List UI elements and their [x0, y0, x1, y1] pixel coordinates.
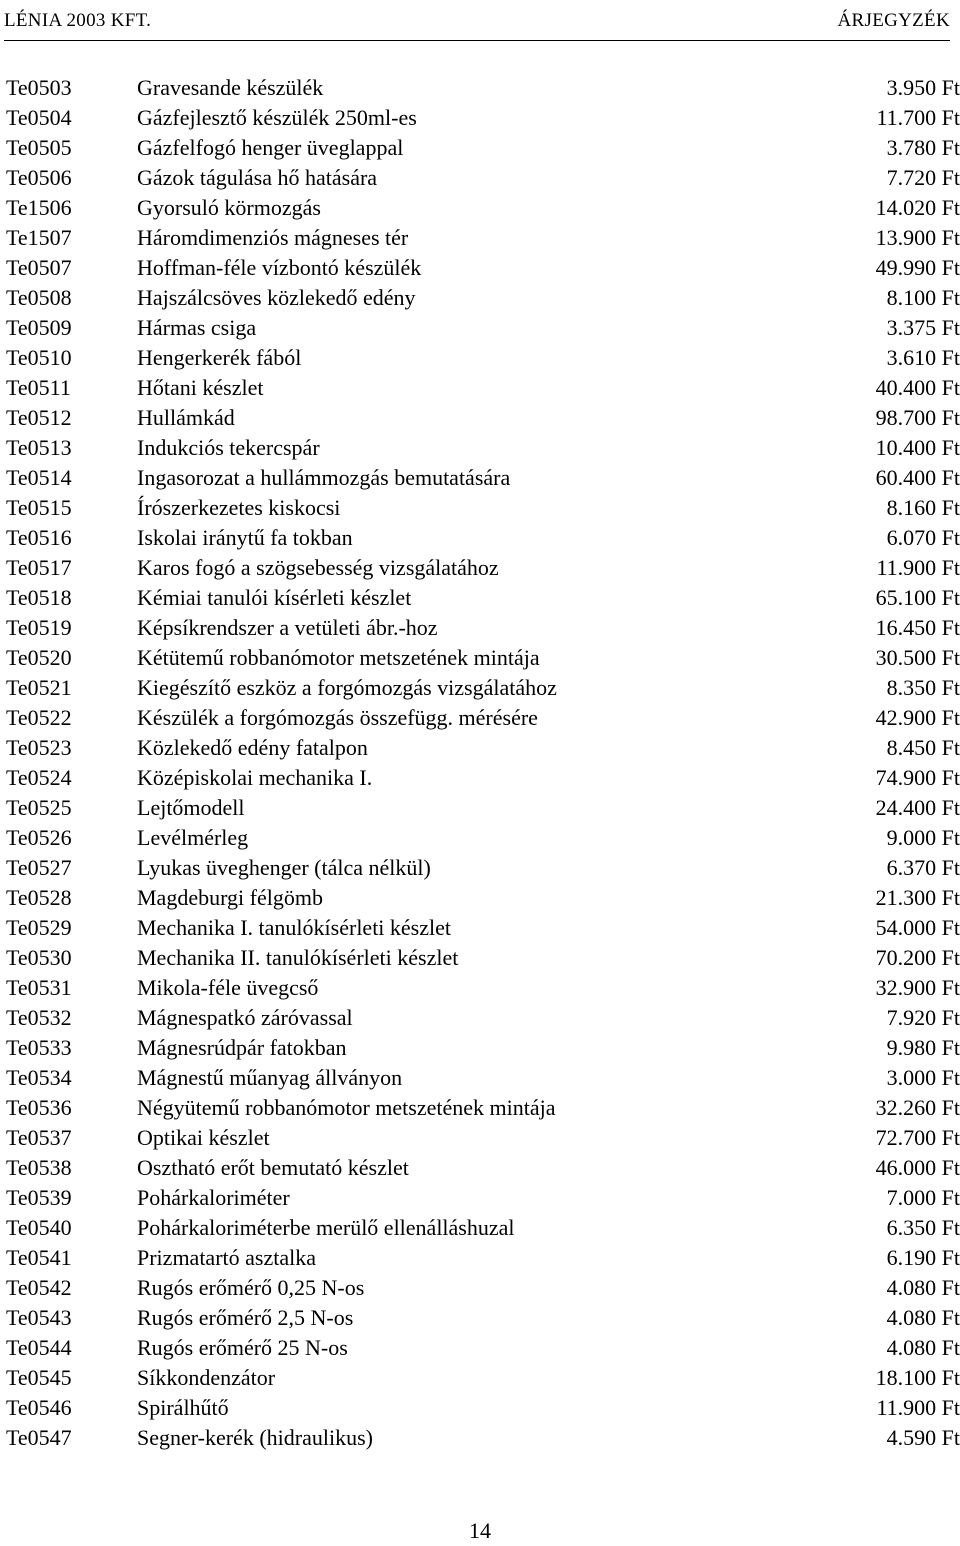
item-code: Te0503: [6, 75, 72, 100]
item-name: Gázok tágulása hő hatására: [137, 165, 378, 190]
item-price: 32.260 Ft: [875, 1095, 960, 1120]
item-name: Gyorsuló körmozgás: [137, 195, 321, 220]
item-code: Te0542: [6, 1275, 72, 1300]
table-row: [6, 1303, 960, 1333]
item-code: Te1506: [6, 195, 72, 220]
table-row: [6, 463, 960, 493]
item-price: 9.000 Ft: [886, 825, 960, 850]
item-price: 4.080 Ft: [886, 1305, 960, 1330]
item-name: Mágnespatkó záróvassal: [137, 1005, 353, 1030]
price-list-table: [6, 73, 960, 1453]
item-name: Rugós erőmérő 0,25 N-os: [137, 1275, 365, 1300]
item-code: Te0512: [6, 405, 72, 430]
item-price: 3.000 Ft: [886, 1065, 960, 1090]
table-row: [6, 1063, 960, 1093]
table-row: [6, 523, 960, 553]
item-name: Rugós erőmérő 2,5 N-os: [137, 1305, 354, 1330]
table-row: [6, 853, 960, 883]
item-code: Te0522: [6, 705, 72, 730]
item-price: 60.400 Ft: [875, 465, 960, 490]
table-row: [6, 703, 960, 733]
item-name: Pohárkaloriméter: [137, 1185, 290, 1210]
table-row: [6, 583, 960, 613]
item-code: Te0539: [6, 1185, 72, 1210]
item-name: Mechanika I. tanulókísérleti készlet: [137, 915, 451, 940]
item-price: 7.000 Ft: [886, 1185, 960, 1210]
page-header: [4, 6, 950, 36]
table-row: [6, 1183, 960, 1213]
table-row: [6, 283, 960, 313]
item-name: Kiegészítő eszköz a forgómozgás vizsgálatához: [137, 675, 557, 700]
item-price: 40.400 Ft: [875, 375, 960, 400]
item-name: Négyütemű robbanómotor metszetének mintája: [137, 1095, 556, 1120]
item-name: Háromdimenziós mágneses tér: [137, 225, 409, 250]
item-price: 9.980 Ft: [886, 1035, 960, 1060]
item-price: 46.000 Ft: [875, 1155, 960, 1180]
table-row: [6, 403, 960, 433]
item-name: Készülék a forgómozgás összefügg. mérésére: [137, 705, 538, 730]
table-row: [6, 1003, 960, 1033]
item-code: Te0530: [6, 945, 72, 970]
item-code: Te0521: [6, 675, 72, 700]
table-row: [6, 73, 960, 103]
table-row: [6, 673, 960, 703]
table-row: [6, 643, 960, 673]
table-row: [6, 193, 960, 223]
item-price: 14.020 Ft: [875, 195, 960, 220]
item-name: Iskolai iránytű fa tokban: [137, 525, 353, 550]
item-name: Kémiai tanulói kísérleti készlet: [137, 585, 412, 610]
table-row: [6, 1243, 960, 1273]
item-code: Te0516: [6, 525, 72, 550]
item-price: 11.700 Ft: [876, 105, 960, 130]
header-divider: [4, 40, 950, 41]
table-row: [6, 163, 960, 193]
table-row: [6, 1153, 960, 1183]
document-title: ÁRJEGYZÉK: [837, 10, 950, 31]
item-name: Hullámkád: [137, 405, 235, 430]
item-price: 49.990 Ft: [875, 255, 960, 280]
item-name: Képsíkrendszer a vetületi ábr.-hoz: [137, 615, 438, 640]
item-name: Mágnesrúdpár fatokban: [137, 1035, 347, 1060]
item-price: 24.400 Ft: [875, 795, 960, 820]
item-name: Levélmérleg: [137, 825, 249, 850]
item-name: Középiskolai mechanika I.: [137, 765, 373, 790]
table-row: [6, 103, 960, 133]
item-code: Te0509: [6, 315, 72, 340]
table-row: [6, 343, 960, 373]
page-number: 14: [469, 1518, 491, 1543]
item-code: Te0532: [6, 1005, 72, 1030]
item-name: Közlekedő edény fatalpon: [137, 735, 368, 760]
item-name: Lyukas üveghenger (tálca nélkül): [137, 855, 431, 880]
table-row: [6, 733, 960, 763]
table-row: [6, 1423, 960, 1453]
table-row: [6, 1363, 960, 1393]
item-code: Te0523: [6, 735, 72, 760]
item-price: 72.700 Ft: [875, 1125, 960, 1150]
table-row: [6, 613, 960, 643]
item-name: Optikai készlet: [137, 1125, 270, 1150]
table-row: [6, 223, 960, 253]
table-row: [6, 1213, 960, 1243]
item-name: Mechanika II. tanulókísérleti készlet: [137, 945, 459, 970]
item-code: Te0536: [6, 1095, 72, 1120]
item-price: 7.920 Ft: [886, 1005, 960, 1030]
item-name: Rugós erőmérő 25 N-os: [137, 1335, 348, 1360]
item-code: Te0518: [6, 585, 72, 610]
item-code: Te0529: [6, 915, 72, 940]
item-code: Te0534: [6, 1065, 72, 1090]
item-code: Te0515: [6, 495, 72, 520]
item-price: 6.370 Ft: [886, 855, 960, 880]
item-price: 70.200 Ft: [875, 945, 960, 970]
item-name: Írószerkezetes kiskocsi: [137, 495, 341, 520]
item-price: 11.900 Ft: [876, 555, 960, 580]
item-code: Te0543: [6, 1305, 72, 1330]
item-price: 98.700 Ft: [875, 405, 960, 430]
item-code: Te0525: [6, 795, 72, 820]
item-name: Hoffman-féle vízbontó készülék: [137, 255, 422, 280]
item-price: 4.080 Ft: [886, 1335, 960, 1360]
table-row: [6, 793, 960, 823]
table-row: [6, 1273, 960, 1303]
item-price: 8.160 Ft: [886, 495, 960, 520]
item-name: Pohárkaloriméterbe merülő ellenálláshuzal: [137, 1215, 515, 1240]
item-name: Segner-kerék (hidraulikus): [137, 1425, 373, 1450]
item-price: 7.720 Ft: [886, 165, 960, 190]
item-code: Te0507: [6, 255, 72, 280]
table-row: [6, 1093, 960, 1123]
item-name: Gravesande készülék: [137, 75, 324, 100]
item-price: 74.900 Ft: [875, 765, 960, 790]
item-price: 30.500 Ft: [875, 645, 960, 670]
table-row: [6, 913, 960, 943]
item-code: Te0508: [6, 285, 72, 310]
table-row: [6, 313, 960, 343]
item-price: 3.610 Ft: [886, 345, 960, 370]
table-row: [6, 1333, 960, 1363]
item-price: 8.100 Ft: [886, 285, 960, 310]
item-code: Te0527: [6, 855, 72, 880]
item-name: Hajszálcsöves közlekedő edény: [137, 285, 416, 310]
item-code: Te0531: [6, 975, 72, 1000]
item-name: Karos fogó a szögsebesség vizsgálatához: [137, 555, 499, 580]
item-code: Te0546: [6, 1395, 72, 1420]
item-code: Te0544: [6, 1335, 72, 1360]
item-code: Te0528: [6, 885, 72, 910]
item-code: Te0545: [6, 1365, 72, 1390]
item-price: 8.350 Ft: [886, 675, 960, 700]
item-price: 10.400 Ft: [875, 435, 960, 460]
item-code: Te0513: [6, 435, 72, 460]
item-price: 3.375 Ft: [886, 315, 960, 340]
table-row: [6, 1393, 960, 1423]
item-price: 3.950 Ft: [886, 75, 960, 100]
table-row: [6, 493, 960, 523]
item-price: 6.190 Ft: [886, 1245, 960, 1270]
item-name: Hármas csiga: [137, 315, 257, 340]
item-name: Hengerkerék fából: [137, 345, 302, 370]
item-code: Te0547: [6, 1425, 72, 1450]
item-price: 3.780 Ft: [886, 135, 960, 160]
item-name: Gázfelfogó henger üveglappal: [137, 135, 404, 160]
item-name: Magdeburgi félgömb: [137, 885, 323, 910]
item-code: Te0540: [6, 1215, 72, 1240]
table-row: [6, 763, 960, 793]
company-name: LÉNIA 2003 KFT.: [4, 10, 152, 31]
item-name: Mikola-féle üvegcső: [137, 975, 319, 1000]
item-price: 16.450 Ft: [875, 615, 960, 640]
item-price: 42.900 Ft: [875, 705, 960, 730]
table-row: [6, 373, 960, 403]
item-code: Te0517: [6, 555, 72, 580]
table-row: [6, 1033, 960, 1063]
item-code: Te0541: [6, 1245, 72, 1270]
item-name: Indukciós tekercspár: [137, 435, 320, 460]
table-row: [6, 433, 960, 463]
item-name: Síkkondenzátor: [137, 1365, 276, 1390]
item-code: Te0510: [6, 345, 72, 370]
item-code: Te0505: [6, 135, 72, 160]
item-code: Te0538: [6, 1155, 72, 1180]
table-row: [6, 943, 960, 973]
item-name: Lejtőmodell: [137, 795, 245, 820]
item-price: 13.900 Ft: [875, 225, 960, 250]
item-code: Te0537: [6, 1125, 72, 1150]
item-price: 11.900 Ft: [876, 1395, 960, 1420]
item-code: Te0506: [6, 165, 72, 190]
item-code: Te0514: [6, 465, 72, 490]
item-code: Te0519: [6, 615, 72, 640]
item-code: Te0533: [6, 1035, 72, 1060]
table-row: [6, 553, 960, 583]
item-name: Mágnestű műanyag állványon: [137, 1065, 403, 1090]
item-price: 4.590 Ft: [886, 1425, 960, 1450]
item-price: 32.900 Ft: [875, 975, 960, 1000]
item-name: Kétütemű robbanómotor metszetének mintája: [137, 645, 540, 670]
item-name: Ingasorozat a hullámmozgás bemutatására: [137, 465, 511, 490]
item-name: Spirálhűtő: [137, 1395, 229, 1420]
table-row: [6, 883, 960, 913]
item-name: Hőtani készlet: [137, 375, 264, 400]
item-price: 18.100 Ft: [875, 1365, 960, 1390]
item-code: Te0504: [6, 105, 72, 130]
table-row: [6, 253, 960, 283]
item-price: 4.080 Ft: [886, 1275, 960, 1300]
item-price: 65.100 Ft: [875, 585, 960, 610]
item-name: Gázfejlesztő készülék 250ml-es: [137, 105, 417, 130]
item-price: 6.070 Ft: [886, 525, 960, 550]
item-price: 8.450 Ft: [886, 735, 960, 760]
item-price: 6.350 Ft: [886, 1215, 960, 1240]
item-code: Te1507: [6, 225, 72, 250]
item-code: Te0526: [6, 825, 72, 850]
item-code: Te0524: [6, 765, 72, 790]
table-row: [6, 1123, 960, 1153]
table-row: [6, 823, 960, 853]
item-code: Te0520: [6, 645, 72, 670]
item-name: Osztható erőt bemutató készlet: [137, 1155, 409, 1180]
item-price: 21.300 Ft: [875, 885, 960, 910]
item-name: Prizmatartó asztalka: [137, 1245, 316, 1270]
table-row: [6, 973, 960, 1003]
table-row: [6, 133, 960, 163]
item-code: Te0511: [6, 375, 71, 400]
item-price: 54.000 Ft: [875, 915, 960, 940]
